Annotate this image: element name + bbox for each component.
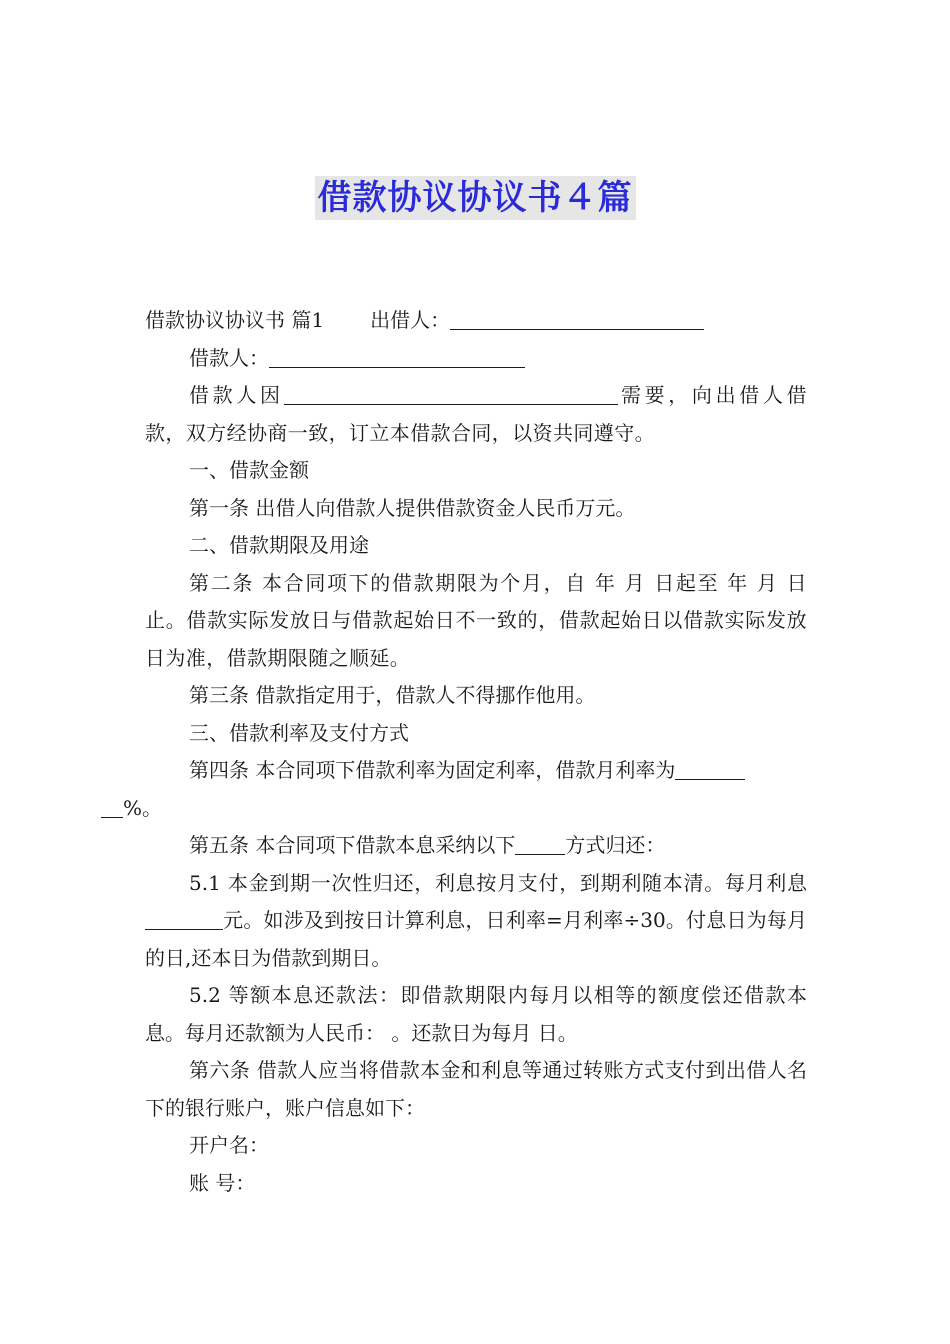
section-rate-heading: 三、借款利率及支付方式 [189,720,409,745]
repayment-method-blank [515,832,565,855]
clause-5-1-text: 5.1 本金到期一次性归还，利息按月支付，到期利随本清。每月利息 [189,870,807,895]
document-title: 借款协议协议书４篇 [315,176,636,220]
purpose-prefix: 借款人因 [189,383,284,407]
purpose-blank [284,382,618,405]
article-4-suffix: %。 [123,795,163,820]
lender-blank [450,307,704,330]
purpose-suffix: 需要，向出借人借款，双方经协商一致，订立本借款合同，以资共同遵守。 [145,383,807,445]
account-name-label: 开户名： [189,1133,269,1157]
account-number-label: 账 号： [189,1170,256,1195]
article-4-text: 第四条 本合同项下借款利率为固定利率，借款月利率为 [189,758,676,782]
section-term-heading: 二、借款期限及用途 [189,533,369,557]
article-5 [145,827,807,865]
title-container [0,176,950,220]
clause-5-1-suffix: 元。如涉及到按日计算利息，日利率=月利率÷30。付息日为每月的日,还本日为借款到期日。 [145,908,807,970]
paragraph-lender [145,302,807,340]
monthly-interest-blank [145,907,223,930]
article-6: 第六条 借款人应当将借款本金和利息等通过转账方式支付到出借人名下的银行账户，账户信息如下： [145,1058,807,1120]
section-heading-1: 借款协议协议书 篇1 [145,308,325,332]
paragraph-purpose [145,377,807,452]
clause-5-2: 5.2 等额本息还款法：即借款期限内每月以相等的额度偿还借款本息。每月还款额为人民币： 。还款日为每月 日。 [145,983,807,1045]
article-1: 第一条 出借人向借款人提供借款资金人民币万元。 [189,495,636,520]
document-body [123,302,807,1202]
article-5-text: 第五条 本合同项下借款本息采纳以下 [189,833,516,857]
article-4 [123,752,807,827]
article-3: 第三条 借款指定用于，借款人不得挪作他用。 [189,683,596,707]
clause-5-1 [145,865,807,978]
article-5-suffix: 方式归还： [565,833,666,857]
borrower-blank [269,345,525,368]
monthly-rate-blank-b [101,795,123,818]
monthly-rate-blank-a [675,757,745,780]
lender-label: 出借人： [370,308,451,332]
article-2: 第二条 本合同项下的借款期限为个月，自 年 月 日起至 年 月 日止。借款实际发放日与借款起始日不一致的，借款起始日以借款实际发放日为准，借款期限随之顺延。 [145,570,807,670]
section-amount-heading: 一、借款金额 [189,458,309,482]
borrower-label: 借款人： [189,345,269,370]
paragraph-borrower [145,340,807,378]
